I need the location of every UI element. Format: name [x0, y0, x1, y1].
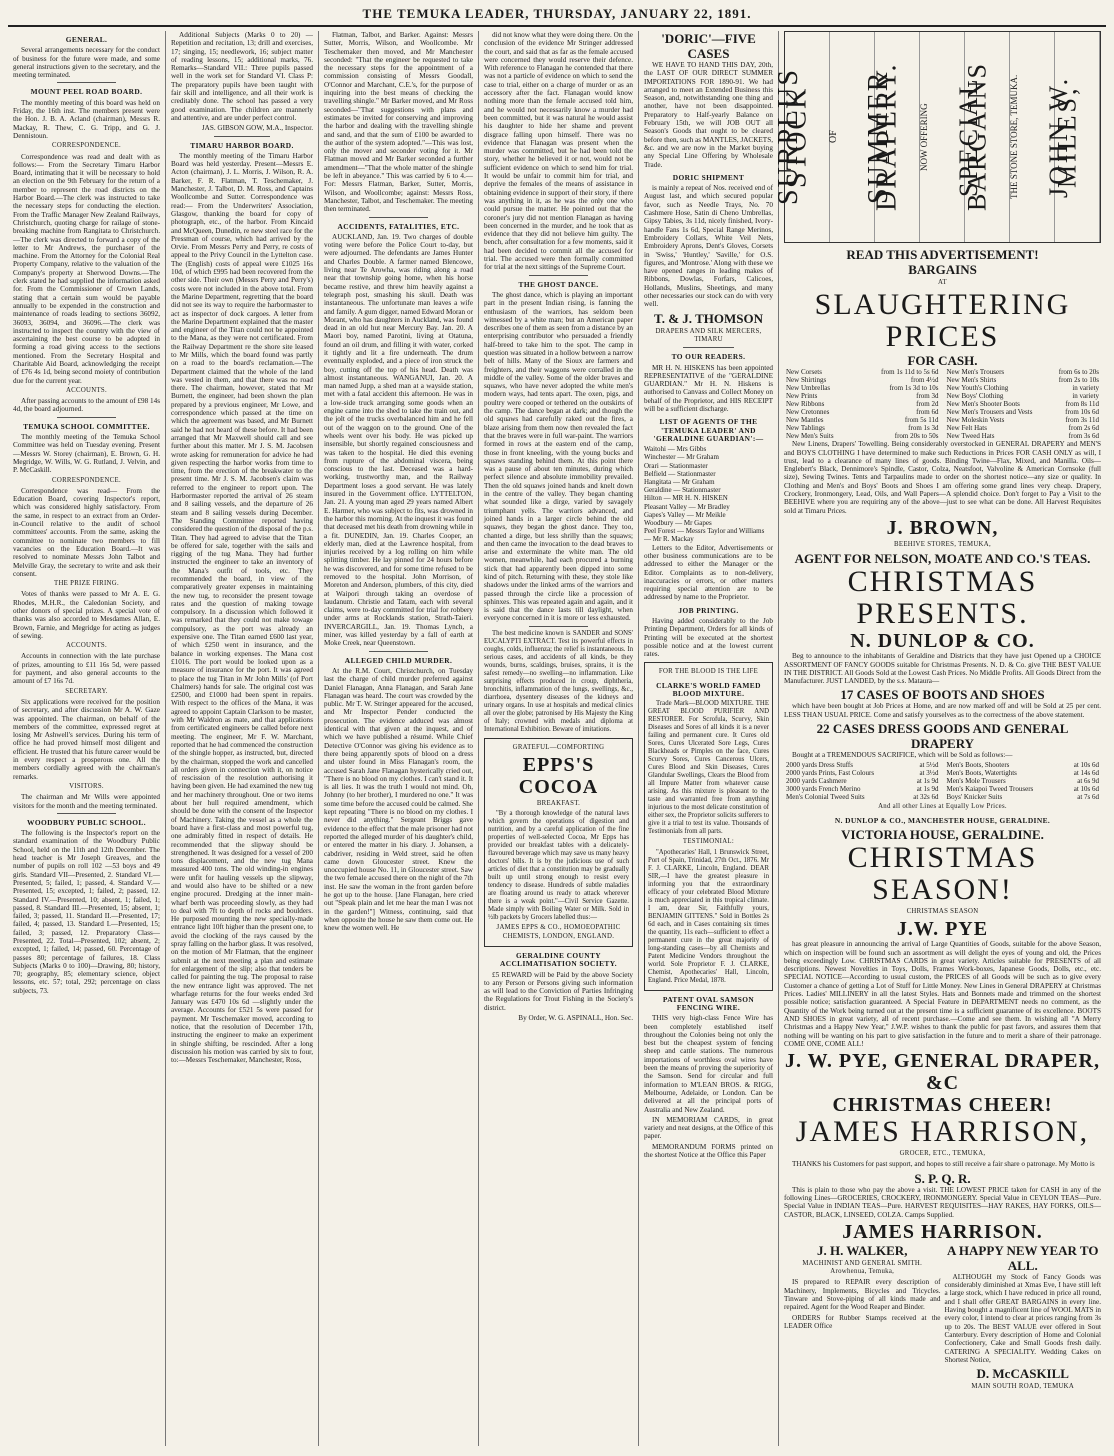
ad-tagline: GRATEFUL—COMFORTING [512, 743, 605, 751]
ad-subheading: TESTIMONIAL: [682, 838, 735, 846]
price-item: New Umbrellas [786, 384, 831, 393]
ad-text: New Linens, Drapers' Towelling. Being considerably overstocked in GENERAL DRAPERY and MEN'S and BOYS CLOTHING I have determined to make such Reductions in Prices FOR CASH ONLY as will, I trust, lead to a clearance of many lines of goods. Binding Twine—Flax, Mixed, and Manilla. Oils—Englebert's Black, Dennimore's Spindle, Castor, Colza, Neatsfoot, Valvoline & American Cornsoke (full size), Sewing Twines. Tents and Tarpaulins made to order on the shortest notice—any size or quality. In Clothing and Men's and Boys' Boots and Shoes I am offering some grand lines very cheap. Drapery, Crockery, Ironmongery, Lead, Oils, and Wall Papers—A splendid choice. Don't forget to Pay a Visit to the BEEHIVE where you are requiring any of the above—just to see what can be done. All Harvest Requisites sold at Timaru Prices. [784, 440, 1101, 515]
list-item: Hangitata — Mr Graham [644, 477, 715, 486]
divider [214, 136, 271, 137]
heading-temuka-school: TEMUKA SCHOOL COMMITTEE. [23, 421, 150, 431]
ad-text: has great pleasure in announcing the arrival of Large Quantities of Goods, suitable for the above Season, which on inspection will be found such an assortment as will delight the eyes of young and old, the Prices being exceedingly Low. CHRISTMAS CARDS in great variety. Articles suitable for PRESENTS of all descriptions. Newest Novelties in Toys, Dolls, Frames Work-boxes, Japanese Goods, Dolls, etc., etc. SPECIAL NOTICE—According to usual custom, the PRICES of all Goods will be such as to give every Customer a chance of getting a Lot of Stuff for Little Money. New Lines in General DRAPERY at Christmas Prices. Ladies' MILLINERY in all the latest Styles. Hats and Bonnets made and trimmed on the shortest possible notice; satisfaction guaranteed. A Special Feature in DEPARTMENT needs no comment, as the Quantity of the Work being turned out at the present time is a sufficient guarantee of its excellence. BOOTS AND SHOES in great variety, all of recent purchase.—Come and see them. In wishing all "A Merry Christmas and a Happy New Year," J.W.P. wishes to thank the public for past favors, and assures them that nothing will be wanting on his part to give satisfaction in the future and to merit a share of their patronage. COME ONE, COME ALL! [784, 940, 1101, 1048]
goods-list-left [784, 761, 941, 801]
ad-at: AT [938, 279, 947, 286]
signature: By Order, W. G. ASPINALL, Hon. Sec. [518, 1014, 633, 1023]
article-text: AUCKLAND, Jan. 19. Two charges of double voting were before the Police Court to-day, but were adjourned. The defendants are James Hunter and Charles Double. A farmer named Blencowe, living near Te Arowha, was riding along a road near that township going home, when his horse became restive, and threw him heavily against a telegraph post, smashing his skull. Death was instantaneous. The unfortunate man leaves a wife and family. A gum digger, named Edward Moran or Morant, who has daughters in Auckland, was found dead in an old hut near Mercury Bay. Jan. 20. A Maori boy, named Parotini, living at Otatuna, found an oil drum, and filling it with water, corked it tightly and lit a fire underneath. The drum eventually exploded, and a piece of iron struck the boy, cutting off the top of his head. Death was almost instantaneous. WANGANUI, Jan. 20. A man named Jupp, a shed man at a wayside station, met with a fatal accident this afternoon. He was in a low-side truck arranging some goods when an engine came into the shed to take the train out, and the jolt of the trucks overbalanced him and he fell out of the waggon on to the ground. One of the wheels went over his body. He was picked up insensible, but shortly regained consciousness and was taken to the hospital. He died this evening from rupture of the abdominal viscera, being conscious to the last. Deceased was a hard-working, trustworthy man, and the Railway Department loses a good servant. He was lately insured in the Government office. LYTTELTON, Jan. 21. A young man aged 29 years named Albert E. Harmer, who was subject to fits, was drowned in the harbor this morning. At the inquest it was found that deceased met his death from drowning while in a fit. DUNEDIN, Jan. 19. Charles Cooper, an elderly man, died at the Lawrence hospital, from injuries received by a log rolling on him while splitting timber. He lay pinned for 24 hours before he was discovered, and for some time refused to be removed to the hospital. John Morrison, of Moreton and Anderson, plumbers, of this city, died at Waipori through taking an overdose of laudanum. Christie and Tatam, each with several claims, were to-day committed for trial for robbery under arms at Rocklands station, Strath-Taieri. INVERCARGILL, Jan. 19. Thomas Lynch, a miner, was killed yesterday by a fall of earth at Moke Creek, near Queenstown. [324, 232, 473, 648]
vertical-text: JOHN W. MILES, [1055, 32, 1100, 242]
price-row [784, 408, 941, 416]
price-list-right [945, 368, 1102, 440]
price-row [945, 777, 1102, 785]
ad-christmas-presents: CHRISTMAS PRESENTS. [847, 565, 1038, 631]
list-item: Pleasant Valley — Mr Bradley [644, 502, 730, 511]
ad-slaughtering: SLAUGHTERING PRICES [814, 288, 1071, 354]
ad-thomson-sub: DRAPERS AND SILK MERCERS, TIMARU [655, 327, 762, 343]
list-item: Hilton — MR H. N. HISKEN [644, 494, 728, 503]
ad-spqr: S. P. Q. R. [914, 1170, 971, 1186]
divider [57, 417, 116, 418]
price-item: New Men's Trousers [946, 368, 1005, 377]
vertical-text: OF [830, 32, 875, 242]
subheading: THE PRIZE FIRING. [54, 580, 119, 588]
vertical-text: THE STONE STORE, TEMUKA. [1010, 32, 1055, 242]
price-item: Men's Boots, Shooters [946, 761, 1010, 770]
price-item: 2000 yards Cashmere [786, 777, 847, 786]
heading-job-printing: JOB PRINTING. [678, 605, 739, 615]
list-item: Geraldine — Stationmaster [644, 486, 721, 495]
heading-timaru-harbor: TIMARU HARBOR BOARD. [190, 140, 294, 150]
ad-harrison-title: JAMES HARRISON, [795, 1115, 1090, 1149]
list-item: — Mr R. Mackay [644, 535, 694, 544]
article-text: Accounts in connection with the late purchase of prizes, amounting to £11 16s 5d, were passed for payment, and also general accounts to the amount of £7 16s 7d. [13, 652, 160, 686]
price-value: from 2d [916, 400, 939, 409]
heading-readers: TO OUR READERS. [671, 352, 746, 362]
price-item: 3000 yards French Merino [786, 785, 861, 794]
article-text: The ghost dance, which is playing an important part in the present Indian rising, is fanning the enthusiasm of the warriors, has seldom been witnessed by a white man; but an American paper describes one of them as seen from a distance by an enterprising contributor who persuaded a friendly half-breed to take him to the spot. The camp in question was situated in a hollow between a narrow belt of hills. Many of the Sioux are farmers and freighters, and their waggons were corralled in the middle of the valley. Some of the older braves and squaws, who have never adopted the white men's modern ways, had tents apart. The oxen, pigs, and poultry were cooped or tethered on the outskirts of the camp. The dance began at dark; and though the old squaws had carefully raked out the fires, a blaze arising from them now then revealed the fact that the braves were in full war-paint. The warriors formed in rows at the eastern end of the camp, those in front kneeling, with the young bucks and squaws standing behind them. At this point there was a pause of about ten minutes, during which perfect silence and absolute immobility prevailed. Then the old squaws joined hands and knelt down in the centre of the valley. They began chanting what sounded like a dirge, varied by savagely triumphant yells. The warriors advanced, and joined hands in a larger circle behind the old squaws, they began the ghost dance. They too, chanted a dirge, but less shrilly than the squaws; and then came the invocation to the dead braves to arise and exterminate the white man. The old women, meanwhile, had each procured a burning stick that had apparently been dipped into some kind of pitch. Returning with these, they stole like shadows under the linked arms of the warriors and passed through the circle like a procession of sphinxes. This was repeated again and again, and it is said that the dance lasts till daylight, when everyone concerned in it is more or less exhausted. [484, 290, 633, 623]
price-item: 2000 yards Dress Stuffs [786, 761, 853, 770]
price-row [784, 400, 941, 408]
column-1 [8, 31, 166, 1446]
article-text: Flatman, Talbot, and Barker. Against: Messrs Sutter, Morris, Wilson, and Woollcombe. Mr Teschemaker then moved, and Mr Manchester seconded: "That the engineer be requested to take the necessary steps for the appointment of a commission consisting of Messrs Goodall, O'Connor and Marchant, C.E.'s, for the purpose of inquiring into the best means of checking the travelling shingle." Mr Barker moved, and Mr Ross seconded—"That suggestions with plans and estimates be invited for conserving and improving the harbor and dealing with the travelling shingle and sand, and that the sum of £100 be awarded to the author of the system adopted."—This was lost, only the mover and seconder voting for it. Mr Flatman moved and Mr Barker seconded a further amendment—"That the whole matter of the shingle be left in abeyance." This was carried by 6 to 4.—For: Messrs Flatman, Barker, Sutter, Morris, Wilson, and Woollcombe; against: Messrs Ross, Manchester, Talbot, and Teschemaker. The meeting then terminated. [324, 31, 473, 214]
price-row [945, 785, 1102, 793]
ad-newyear-title: A HAPPY NEW YEAR TO ALL. [947, 1242, 1099, 1273]
price-value: from 20s to 50s [894, 432, 939, 441]
price-row [945, 400, 1102, 408]
ad-text: ALTHOUGH my Stock of Fancy Goods was considerably diminished at Xmas Eve, I have still left a large stock, which I have reduced in price all round, and I shall offer GREAT BARGAINS in every line. Having bought a magnificent line of WOOL MATS in every color, I intend to clear at prices ranging from 3s up to 20s. The BEST VALUE ever offered in Sout Canterbury. Every description of Home and Colonial Confectionery, Cake and Small Goods fresh daily. CATERING A SPECIALITY. Wedding Cakes on Shortest Notice, [944, 1272, 1101, 1364]
ad-text: IS prepared to REPAIR every description of Machinery, Implements, Bicycles and Tricycles. Tinware and Stove-piping of all kinds made and repaired. Agent for the Wood Reaper and Binder. [784, 1278, 941, 1312]
list-item: Peel Forest — Messrs Taylor and Williams [644, 527, 765, 536]
article-text: After passing accounts to the amount of £98 14s 4d, the board adjourned. [13, 397, 160, 414]
divider [683, 347, 735, 348]
heading-general: GENERAL. [65, 35, 108, 44]
price-value: at 1s 9d [916, 777, 939, 786]
price-item: New Shirtings [786, 376, 827, 385]
price-value: at 32s 6d [913, 793, 939, 802]
list-item: Belfield — Stationmaster [644, 469, 716, 478]
price-row [784, 769, 941, 777]
price-list-left [784, 368, 941, 440]
price-row [784, 785, 941, 793]
article-text: did not know what they were doing there. On the conclusion of the evidence Mr Stringer addressed the court, and said that as far as the female accused were concerned they would reserve their defence. With reference to Flanagan he contended that there was not a particle of evidence on which to send the case to trial, either on a charge of murder or as an accessory after the fact. Flanagan would know nothing more than the female accused told him, and he would not necessarily know a murder had been committed, but it was natural he would assist his daughter to hide her shame and prevent disgrace falling upon himself. There was no evidence that Flanagan was present when the murder was committed, but he had been told the story, whether he believed it or not, would not be sufficient evidence on which to send him for trial. It would be unfair to commit him for trial, and deprive the females of the means of assistance in obtaining evidence in support of their story, if there was anything in it, as he was the only one who could pursue the matter. He pointed out that the coroner's jury did not mention Flanagan as having been concerned in the murder, and he took that as evidence that they did not believe him guilty. The bench, after consultation for a few moments, said it had been decided to commit all the accused for trial. The accused were then formally committed for trial at the next sittings of the Supreme Court. [484, 31, 633, 272]
article-mount-peel: The monthly meeting of this board was held on Friday, the 16th inst. The members present were the Hon. J. B. A. Acland (chairman), Messrs R. Mackay, R. Thew, C. G. Tripp, and G. J. Dennistoun. [13, 98, 160, 140]
price-item: New Men's Shirts [946, 376, 997, 385]
ad-brown-title: J. BROWN, [886, 516, 999, 539]
price-value: at 10s 6d [1073, 761, 1099, 770]
price-item: New Moleskin Vests [946, 416, 1005, 425]
article-text: IN MEMORIAM CARDS, in great variety and neat designs, at the Office of this paper. [644, 1115, 773, 1141]
article-text: Votes of thanks were passed to Mr A. E. G. Rhodes, M.H.R., the Caledonian Society, and other donors of special prizes. A special vote of thanks was also accorded to Mesdames Allan, E. Brown, Farnie, and Megridge for acting as judges of sewing. [13, 590, 160, 640]
heading-child-murder: ALLEGED CHILD MURDER. [344, 655, 453, 665]
article-text: The monthly meeting of the Timaru Harbor Board was held yesterday. Present—Messrs E. Acton (chairman), J. L. Morris, J. Wilson, R. A. Barker, F. R. Flatman, T. Teschemaker, J. Manchester, J. Talbot, D. M. Ross, and Captains Woollcombe and Sutter. Correspondence was read:— From the Underwriters' Association, Glasgow, thanking the board for copy of photograph, etc., of the harbor. From Kincaid and McQueen, Dunedin, re new steel race for the Pressman of course, which had arrived by the Orvie. From Messrs Perry and Perry, re costs of appeal to the Privy Council in the Lyttelton case. The (English) costs of appeal were £1025 16s 10d, of which £995 had been recovered from the other side. Their own (Messrs Perry and Perry's) costs were not included in the above total. From the Marine Department, regretting that the board did not see its way to require the harbormaster to act as inspector of dock cargoes. A letter from the Marine Department explained that the master and engineer of the Titan could not be appointed to the Mana, as they were not certificated. From the Railway Department re the shore site leased to Mr Mills, which the board found was partly on a road to the board's reclamation.—The Department claimed that the whole of the land was vested in them, and that there was no road there. The chairman, however, stated that Mr Burnett, the engineer, had been shown the plan prepared by a previous engineer, Mr Lowe, and correspondence which passed at the time on which the agreement was based, and Mr Burnett said he had not heard of these before. It had been arranged that Mr Maxwell should call and see further about this matter. Mr J. S. M. Jacobsen wrote asking for remuneration for advice he had given respecting the harbor works from time to time, from the erection of the breakwater to the present time. Mr J. S. M. Jacobsen's claim was referred to the engineer to report upon. The Harbormaster reported the arrival of 26 steam and 8 sailing vessels, and the departure of 26 steam and 8 sailing vessels during December. The Standing Committee reported having considered the question of the disposal of the p.s. Titan. They had agreed to advise that the Titan be offered for sale, together with the sails and rigging of the tug Mana. They had further instructed the engineer to take an inventory of the Mana's outfit of tools, etc. They recommended the board, in view of the comparatively greater expenses in maintaining the new tug, to reconsider the present towage rates and the question of making towage compulsory. In a discussion which followed it was remarked that they could not make towage compulsory, as the port was already an expensive one. The Titan earned £600 last year, of which £250 went in insurance, and the balance in working expenses. The Mana cost £1016. The port would be looked upon as a measure of insurance for the port. It was agreed to place the tug Titan in Mr John Mills' (of Port Chalmers) hands for sale. The original cost was £2500, and £1000 had been spent in repairs. With respect to the offices of the Mana, it was agreed to appoint Captain Clarkson to be master, with Mr Waldron as mate, and that applications from certificated engineers be called before next meeting. The engineer, Mr F. W. Marchant, reported that he had commenced the construction of the shingle hopper, as instructed, but, directed by the chairman, stopped the work and cancelled all orders given in connection with it, on notice of rescission of the resolution authorising it having been given. He had examined the new tug and her machinery throughout. One or two items about her hull required amendment, which should be done with the consent of the Inspector of Machinery. Taking the vessel as a whole the board have a first-class and most powerful tug, one admirably fitted in respect of details. He recommended that the slipway should be strengthened. It was designed for a vessel of 200 tons displacement, and the new tug Mana measured 400 tons. The old winding-in engines were unfit for hauling vessels up the slipway, and would also have to be shifted or a new engine procured. Dredging at the inner main-wharf berth was proceeding slowly, as they had to deal with 7ft to depth of rocks and boulders. He purposed mounting the new specially-made entrance light 10ft higher than the present one, to avoid the clocking of the rays caused by the spray falling on the harbor glass. It was resolved, on the motion of Mr Flatman, that the engineer submit at the next meeting a plan and estimate for enlargement of the slip; also that tenders be called for painting the tug. The proposal to raise the new entrance light was approved. The net wharfage returns for the four weeks ended 3rd January was £470 10s 6d —slightly under the average. Accounts for £521 5s were passed for payment. Mr Teschemaker moved, according to notice, that the resolution of December 17th, instructing the engineer to make an experiment in shingle shifting, be rescinded. After a long discussion his motion was carried by six to four, to:—Messrs Teschemaker, Manchester, Ross, [171, 151, 313, 1065]
price-item: New Tweed Hats [946, 432, 995, 441]
article-text: Correspondence was read— From the Education Board, covering Inspector's report, which was considered highly satisfactory. From the same, in respect to an extract from an Order-in-Council relative to the audit of school committees' accounts. From the same, asking the committee to nominate two members to fill vacancies on the Education Board.—It was resolved to nominate Messrs John Talbot and Melville Gray, the secretary to write and ask their consent. [13, 486, 160, 578]
price-item: New Youth's Clothing [946, 384, 1009, 393]
article-text: Having added considerably to the Job Printing Department, Orders for all kinds of Printing will be executed at the shortest possible notice and at the lowest current rates. [644, 616, 773, 659]
ad-text: "By a thorough knowledge of the natural laws which govern the operations of digestion and nutrition, and by a careful application of the fine properties of well-selected Cocoa, Mr Epps has provided our breakfast tables with a delicately-flavoured beverage which may save us many heavy doctors' bills. It is by the judicious use of such articles of diet that a constitution may be gradually built up until strong enough to resist every tendency to disease. Hundreds of subtle maladies are floating around us ready to attack wherever there is a weak point."—Civil Service Gazette. Made simply with Boiling Water or Milk. Sold in ½lb packets by Grocers labelled thus:— [488, 810, 629, 922]
vertical-text: SPECIAL BARGAINS [965, 32, 1010, 242]
ad-agent-teas: AGENT FOR NELSON, MOATE AND CO.'S TEAS. [794, 551, 1091, 567]
price-value: from 3s 11d [1065, 416, 1099, 425]
price-item: New Boys' Clothing [946, 392, 1004, 401]
heading-agents: LIST OF AGENTS OF THE 'TEMUKA LEADER' AND 'GERALDINE GUARDIAN':— [653, 417, 764, 443]
price-row [945, 761, 1102, 769]
article-text: THIS very high-class Fence Wire has been completely established itself throughout the Colonies being not only the best but the cheapest system of fencing sheep and cattle stations. The numerous importations of worthless oval wires have been the means of proving the superiority of the Samson. Send for circular and full information to M'LEAN BROS. & RIGG, Melbourne, Adelaide, or London. Can be delivered at all the principal ports of Australia and New Zealand. [644, 1014, 773, 1114]
signature: JAS. GIBSON GOW, M.A., Inspector. [201, 124, 313, 133]
column-5 [639, 31, 779, 1446]
price-item: New Mantles [786, 416, 824, 425]
ad-doric-title: 'DORIC'—FIVE CASES [661, 31, 756, 61]
ad-pye-title: J.W. PYE [896, 918, 989, 941]
list-item: Orari — Stationmaster [644, 461, 708, 470]
price-row [945, 793, 1102, 801]
vertical-text: SUMMER DRAPERY. [875, 32, 920, 242]
article-text: Additional Subjects (Marks 0 to 20) —Repetition and recitation, 13; drill and exercises, 17; singing, 15; needlework, 16; subject matter of reading lessons, 15; additional marks, 76. Remarks—Standard VII.: Three pupils passed well in the work set for Standard VI. Class P: The preparatory pupils have been taught with fair skill and intelligence, and all their work is creditably done. The school has passed a very good examination. The children are mannerly and attentive, and are under perfect control. [171, 31, 313, 122]
ad-christmas-cheer: CHRISTMAS CHEER! [832, 1094, 1053, 1117]
article-text: The chairman and Mr Wills were appointed visitors for the month and the meeting terminated. [13, 793, 160, 810]
ad-text: which have been bought at Job Prices at Home, and are now marked off and will be Sold at 25 per cent. LESS THAN USUAL PRICE. Come and satisfy yourselves as to the correctness of the above statement. [784, 702, 1101, 719]
price-row [784, 424, 941, 432]
ad-text: ORDERS for Rubber Stamps received at the LEADER Office [784, 1313, 941, 1330]
price-item: New Men's Suits [786, 432, 834, 441]
ad-clarke [644, 662, 773, 990]
ad-subtitle: BREAKFAST. [536, 800, 581, 808]
article-general: Several arrangements necessary for the conduct of business for the future were made, and some general instructions given to the secretary, and the meeting terminated. [13, 46, 160, 80]
ad-text: THANKS his Customers for past support, and hopes to still receive a fair share o patronage. My Motto is [792, 1160, 1095, 1169]
ad-title: CLARKE'S WORLD FAMED BLOOD MIXTURE. [656, 680, 761, 699]
article-text: At the R.M. Court, Christchurch, on Tuesday last the charge of child murder preferred against Daniel Flanagan, Anna Flanagan, and Sarah Jane Flanagan was heard. The court was crowded by the public. Mr T. W. Stringer appeared for the accused, and Mr Inspector Pender conducted the prosecution. The evidence adduced was almost identical with that given at the inquest, and of which we have published a résumé. While Chief Detective O'Connor was giving his evidence as to there being apparently spots of blood on a dress and ulster found in Miss Flanagan's room, the accused Sarah Jane Flanagan hysterically cried out, "There is no blood on my clothes. I can't stand it. It is all lies. It was the truth I would not mind. Oh, Johnny (to her brother), I murdered no one." It was some time before the accused could be calmed. She kept repeating "There is no blood on my clothes. I never did anything." Sergeant Briggs gave evidence to the effect that the male prisoner had not reported the alleged murder of his daughter's child, or entered the matter in his diary. J. Johansen, a cabdriver, residing in Weld street, said he often came down Gloucester street. Knew the unoccupied house No. 11, in Gloucester street. Saw the two female accused there on the night of the 7th inst. He saw the woman in the front garden before he got up to the house. [Jane Flanagan, here cried out "Speak plain and let me hear the man I was not in the garden!"] Witness, continuing, said that when opposite the house he saw them come out. He knew the women well. He [324, 666, 473, 933]
ad-boots-title: 17 CASES OF BOOTS AND SHOES [840, 687, 1045, 703]
goods-list-right [945, 761, 1102, 801]
article-text: Correspondence was read and dealt with as follows:— From the Secretary Timaru Harbor Board, intimating that it will be necessary to hold an election on the 9th February for the return of a member to represent the road districts on the Harbor Board.—The clerk was instructed to take the necessary steps for conducting the election. From the Traffic Manager New Zealand Railways, Christchurch, quoting charge for railage of stone-breaking machine from Rangitata to Christchurch.—The clerk was directed to forward a copy of the letter to Mr Andrews, the purchaser of the machine. From the Attorney for the Colonial Real Property Company, relative to the valuation of the Company's property at Sherwood Downs.—The clerk stated he had supplied the information asked for. From the Commissioner of Crown Lands, stating that a certain sum would be payable annually to be expended in the construction and maintenance of roads leading to sections 36092, 36093, 36094, and 36096.—The clerk was instructed to inspect the country with the view of ascertaining the best course to be adopted in forming a road giving access to the sections mentioned. From the Secretary Hospital and Charitable Aid Board, acknowledging the receipt of £76 4s 1d, being second moiety of contribution due for the current year. [13, 152, 160, 385]
price-item: Men's Boots, Watertights [946, 769, 1017, 778]
column-6 [773, 31, 1106, 1446]
ad-eucalypti: The best medicine known is SANDER and SONS' EUCALYPTI EXTRACT. Test its powerful effects in coughs, colds, influenza; the relief is instantaneous. In serious cases, and accidents of all kinds, be they wounds, burns, scaldings, bruises, sprains, it is the safest remedy—no swelling—no inflammation. Like surprising effects produced in croup, diphtheria, bronchitis, inflammation of the lungs, swellings, &c., diarrhoea, dysentery diseases of the kidneys and urinary organs. In use at hospitals and medical clinics all over the globe; patronised by His Majesty the King of Italy; crowned with medals and diploma at International Exhibition. Beware of imitations. [484, 629, 633, 733]
price-value: in variety [1072, 384, 1099, 393]
article-text: MR H. N. HISKENS has been appointed REPRESENTATIVE of the "GERALDINE GUARDIAN." Mr H. N. Hiskens is authorised to Canvass and Collect Money on behalf of the Proprietor, and HIS RECEIPT will be a sufficient discharge. [644, 363, 773, 413]
price-item: Men's Colonial Tweed Suits [786, 793, 865, 802]
ad-christmas-season: CHRISTMAS SEASON! [847, 840, 1038, 906]
ad-text: Trade Mark—BLOOD MIXTURE. THE GREAT BLOOD PURIFIER AND RESTORER. For Scrofula, Scurvy, Skin Diseases and Sores of all kinds it is a never failing and permanent cure. It Cures old Sores, Cures Ulcerated Sore Legs, Cures Blackheads or Pimples on the face, Cures Scurvy Sores, Cures Cancerous Ulcers, Cures Blood and Skin Diseases, Cures Glandular Swellings, Clears the Blood from all Impure Matter from whatever cause arising. As this mixture is pleasant to the taste and warranted free from anything injurious to the most delicate constitution of either sex, the Proprietor solicits sufferers to give it a trial to test its value. Thousands of Testimonials from all parts. [648, 700, 769, 836]
ad-text: is mainly a repeat of Nos. received end of August last, and which secured popular favor, such as Needle Trays, No. 70 Cashmere Hose, Satin di Cheno Umbrellas, Gipsy Tabies, 3s 11d, nicely finished, Ivory-handle Fans 1s 6d, Special Range Merinos, Embroidery Collars, White Veil Nets, Embroidery Aprons, Dent's Gloves, Corsets in 'Swiss,' 'Huntley,' 'Saville,' for O.S. figures, and 'Montrose.' Along with these we have opened ranges in leading makes of Ribbons, Dowlas, Forfars, Calicoes, Hollands, Muslins, Sheetings, and many other necessaries our stock can do with very well. [644, 184, 773, 309]
price-row [784, 793, 941, 801]
bottom-ads [784, 1243, 1101, 1394]
price-item: New Corsets [786, 368, 822, 377]
ad-dunlop-title: N. DUNLOP & CO. [850, 630, 1035, 653]
article-text: Letters to the Editor, Advertisements or other business communications are to be addressed to either the Manager or the Editor. Complaints as to non-delivery, inaccuracies or errors, or other matters requiring special attention are to be addressed by name to the Proprietor. [644, 543, 773, 602]
article-text: £5 REWARD will be Paid by the above Society to any Person or Persons giving such information as will lead to the Conviction of Parties Infringing the Regulations for Trout Fishing in the Society's district. [484, 970, 633, 1012]
ad-mccaskill-title: D. McCASKILL [976, 1366, 1069, 1382]
ad-pye-footer: J. W. PYE, GENERAL DRAPER, &C [785, 1050, 1100, 1095]
price-row [945, 384, 1102, 392]
heading-woodbury: WOODBURY PUBLIC SCHOOL. [27, 817, 146, 827]
price-row [784, 376, 941, 384]
divider [369, 217, 429, 218]
subheading: VISITORS. [69, 782, 104, 790]
price-item: Men's Mole Trousers [946, 777, 1006, 786]
ad-walker-sub: MACHINIST AND GENERAL SMITH. Arowhenua, Temuka, [802, 1259, 923, 1276]
ad-mccaskill-sub: MAIN SOUTH ROAD, TEMUKA [971, 1383, 1075, 1391]
ad-epps-cocoa [484, 738, 633, 947]
ad-dunlop-address: N. DUNLOP & CO., MANCHESTER HOUSE, GERALDINE. [834, 815, 1051, 825]
price-value: from 3d [916, 392, 939, 401]
ad-read-title: READ THIS ADVERTISEMENT! [846, 247, 1039, 262]
price-item: New Tablings [786, 424, 825, 433]
price-value: from 1s 11d to 5s 6d [881, 368, 939, 377]
price-value: in variety [1072, 392, 1099, 401]
ad-season-sub: CHRISTMAS SEASON [906, 907, 979, 915]
ad-text: Beg to announce to the inhabitants of Geraldine and Districts that they have just Opened up a CHOICE ASSORTMENT OF FANCY GOODS suitable for Christmas Presents. N. D. & Co. give THE BEST VALUE IN THE DISTRICT. All Goods Sold at the Lowest Cash Prices. No Middle Profits. All Goods Direct from the Manufacturer. JUST LANDED, by the s.s. Mataura— [784, 652, 1101, 686]
masthead: THE TEMUKA LEADER, THURSDAY, JANUARY 22, 1891. [8, 6, 1106, 27]
price-row [945, 769, 1102, 777]
ad-brown-sub: BEEHIVE STORES, TEMUKA, [894, 540, 991, 548]
price-value: from 8s 11d [1065, 400, 1099, 409]
ad-text: WE HAVE TO HAND THIS DAY, 20th, the LAST OF OUR DIRECT SUMMER IMPORTATIONS FOR 1890-91. We had arranged to meet an Extended Business this Season, and, notwithstanding one thing and another, have not been disappointed. Preparatory to Half-yearly Balance on February 15th, we will JOB OUT all Season's Goods that ought to be cleared before then, such as MANTLES, JACKETS, &c. and we are now in the Market buying any Special Line Offering by Wholesale Trade. [644, 61, 773, 169]
price-row [784, 432, 941, 440]
price-row [945, 432, 1102, 440]
price-value: from 3s 6d [1068, 432, 1099, 441]
price-row [945, 392, 1102, 400]
divider [529, 275, 589, 276]
ad-firm: JAMES EPPS & CO., HOMOEOPATHIC CHEMISTS, LONDON, ENGLAND. [496, 924, 621, 940]
ad-doric-shipment: DORIC SHIPMENT [672, 172, 745, 182]
article-text: Six applications were received for the position of secretary, and after discussion Mr A. W. Gaze was appointed. The chairman, on behalf of the members of the committee, expressed regret at losing Mr Ashwell's services. During his term of office he had proved himself most diligent and efficient. He trusted that his future career would be in every respect a prosperous one. All the members cordially agreed with the chairman's remarks. [13, 697, 160, 781]
ad-walker-title: J. H. WALKER, [817, 1242, 908, 1258]
price-value: from 10s 6d [1065, 408, 1099, 417]
ad-walker [784, 1243, 941, 1394]
ad-harrison-sub: GROCER, ETC., TEMUKA, [899, 1150, 986, 1158]
price-item: New Men's Trousers and Vests [946, 408, 1033, 417]
agents-list [644, 445, 773, 543]
divider [369, 651, 429, 652]
price-value: at 6s 9d [1077, 777, 1099, 786]
price-value: from 1s 3d to 10s [889, 384, 939, 393]
list-item: Gapes's Valley — Mr Meikle [644, 510, 726, 519]
heading-accidents: ACCIDENTS, FATALITIES, ETC. [337, 221, 460, 231]
price-value: from 6s to 20s [1058, 368, 1099, 377]
ad-text: This is plain to those who pay the above a visit. THE LOWEST PRICE taken for CASH in any of the following Lines—GROCERIES, CROCKERY, IRONMONGERY. Special Value in CEYLON TEAS—Pure. Special Value in INDIAN TEAS—Pure. HARVEST REQUISITES—HAY RAKES, HAY FORKS, OILS—CASTOR, BLACK, LINSEED, COLZA. Camps Supplied. [784, 1185, 1101, 1219]
list-item: Waitohi — Mrs Gibbs [644, 445, 707, 454]
heading-fencing-wire: PATENT OVAL SAMSON FENCING WIRE. [662, 994, 755, 1012]
subheading: CORRESPONDENCE. [52, 142, 121, 150]
price-row [784, 416, 941, 424]
price-value: at 3½d [919, 769, 939, 778]
price-row [784, 392, 941, 400]
article-text: The monthly meeting of the Temuka School Committee was held on Tuesday evening. Present—Messrs W. Storey (chairman), E. Brown, G. H. Megridge, W. Wills, W. G. Rutland, J. Velvin, and P. McCaskill. [13, 433, 160, 475]
price-value: from 6d [916, 408, 939, 417]
price-row [784, 777, 941, 785]
price-item: New Ribbons [786, 400, 825, 409]
price-value: from 1s 3d [908, 424, 939, 433]
ad-dress-goods-title: 22 CASES DRESS GOODS AND GENERAL DRAPERY [816, 721, 1069, 752]
list-item: Woodbury — Mr Gapes [644, 519, 712, 527]
ad-mccaskill [945, 1243, 1102, 1394]
price-row [784, 384, 941, 392]
price-row [945, 408, 1102, 416]
price-value: at 5½d [919, 761, 939, 770]
ad-title: EPPS'S COCOA [518, 754, 599, 799]
article-text: MEMORANDUM FORMS printed on the shortest Notice at the Office this Paper [644, 1142, 773, 1159]
heading-mount-peel: MOUNT PEEL ROAD BOARD. [30, 87, 143, 97]
price-row [945, 416, 1102, 424]
price-item: New Cretonnes [786, 408, 830, 417]
divider [57, 813, 116, 814]
heading-ghost-dance: THE GHOST DANCE. [518, 279, 599, 289]
price-row [945, 376, 1102, 384]
divider [57, 82, 116, 83]
subheading: SECRETARY. [65, 687, 108, 695]
ad-harrison-footer: JAMES HARRISON. [842, 1220, 1043, 1243]
ad-miles-vertical [773, 31, 1101, 243]
column-4 [479, 31, 639, 1446]
price-item: 2000 yards Prints, Fast Colours [786, 769, 875, 778]
ad-victoria-house: VICTORIA HOUSE, GERALDINE. [841, 826, 1044, 842]
ad-tagline: FOR THE BLOOD IS THE LIFE [658, 668, 759, 676]
ad-bargains: BARGAINS [908, 262, 977, 277]
subheading: ACCOUNTS. [65, 642, 108, 650]
article-text: The following is the Inspector's report on the standard examination of the Woodbury Public School, held on the 11th and 12th December. The head teacher is Mr Joseph Greaves, and the number of pupils on roll 102 —53 boys and 49 girls. Standard VII—Presented, 2. Standard VI.—Presented, 5; failed, 1; passed, 4. Standard V.—Presented, 15; excepted, 1; failed, 2; passed, 12. Standard IV.—Presented, 10; absent, 1; failed, 1; passed, 8. Standard III.—Presented, 15; absent, 1; failed, 3; passed, 11. Standard II.—Presented, 17; failed, 4; passed, 13. Standard I.—Presented, 15; failed, 3; passed, 12. Preparatory Class—Presented, 22. Total—Presented, 102; absent, 2; excepted, 1; failed, 14; passed, 60. Percentage of passes 80; percentage of failures, 18. Class Subjects (Marks 0 to 100)—Drawing, 80; history, 70; geography, 85; elementary science, object lessons, etc. 57; total, 292; percentage on class subjects, 73. [13, 829, 160, 995]
columns [8, 31, 1106, 1446]
price-value: at 7s 6d [1077, 793, 1099, 802]
ad-for-cash: FOR CASH. [907, 353, 978, 369]
price-row [784, 368, 941, 376]
subheading: CORRESPONDENCE. [52, 476, 121, 484]
price-item: New Men's Shooter Boots [946, 400, 1020, 409]
column-2 [166, 31, 319, 1446]
divider [529, 626, 589, 627]
goods-lists [784, 761, 1101, 801]
price-value: at 14s 6d [1073, 769, 1099, 778]
price-item: Men's Kaiapoi Tweed Trousers [946, 785, 1034, 794]
price-value: from 2s 6d [1068, 424, 1099, 433]
price-item: Boys' Knicker Suits [946, 793, 1003, 802]
price-row [784, 761, 941, 769]
column-3 [319, 31, 479, 1446]
subheading: ACCOUNTS. [65, 386, 108, 394]
ad-thomson-title: T. & J. THOMSON [654, 310, 763, 326]
price-value: from 2s to 10s [1058, 376, 1099, 385]
heading-acclimatisation: GERALDINE COUNTY ACCLIMATISATION SOCIETY. [499, 950, 618, 969]
list-item: Winchester — Mr Graham [644, 453, 719, 462]
price-value: at 1s 9d [916, 785, 939, 794]
price-value: from 5s 11d [904, 416, 939, 425]
ad-text: "Apothecaries' Hall, 1 Brunswick Street, Port of Spain, Trinidad, 27th Oct., 1876. Mr F. J. CLARKE, Lincoln, England. DEAR SIR,—I have the greatest pleasure in informing you that the extraordinary efficacy of your celebrated Blood Mixture is much appreciated in this tropical climate. I am, dear Sir, Faithfully yours, BENJAMIN GITTENS." Sold in Bottles 2s 6d each, and in Cases containing six times the quantity, 11s each—sufficient to effect a permanent cure in the great majority of long-standing cases—by all Chemists and Patent Medicine Vendors throughout the world. Sole Proprietor F. J. CLARKE, Chemist, Apothecaries' Hall, Lincoln, England. Price Medal, 1878. [648, 848, 769, 984]
price-item: New Felt Hats [946, 424, 987, 433]
price-lists [784, 368, 1101, 440]
price-row [945, 368, 1102, 376]
price-item: New Prints [786, 392, 818, 401]
price-value: from 4½d [910, 376, 939, 385]
ad-text: Bought at a TREMENDOUS SACRIFICE, which will be Sold as follows:— [792, 751, 1013, 760]
price-row [945, 424, 1102, 432]
price-value: at 10s 6d [1073, 785, 1099, 794]
vertical-text: NOW OFFERING [920, 32, 965, 242]
vertical-text: SURPLUS STOCK [785, 32, 830, 242]
ad-text: And all other Lines at Equally Low Prices. [878, 803, 1007, 811]
